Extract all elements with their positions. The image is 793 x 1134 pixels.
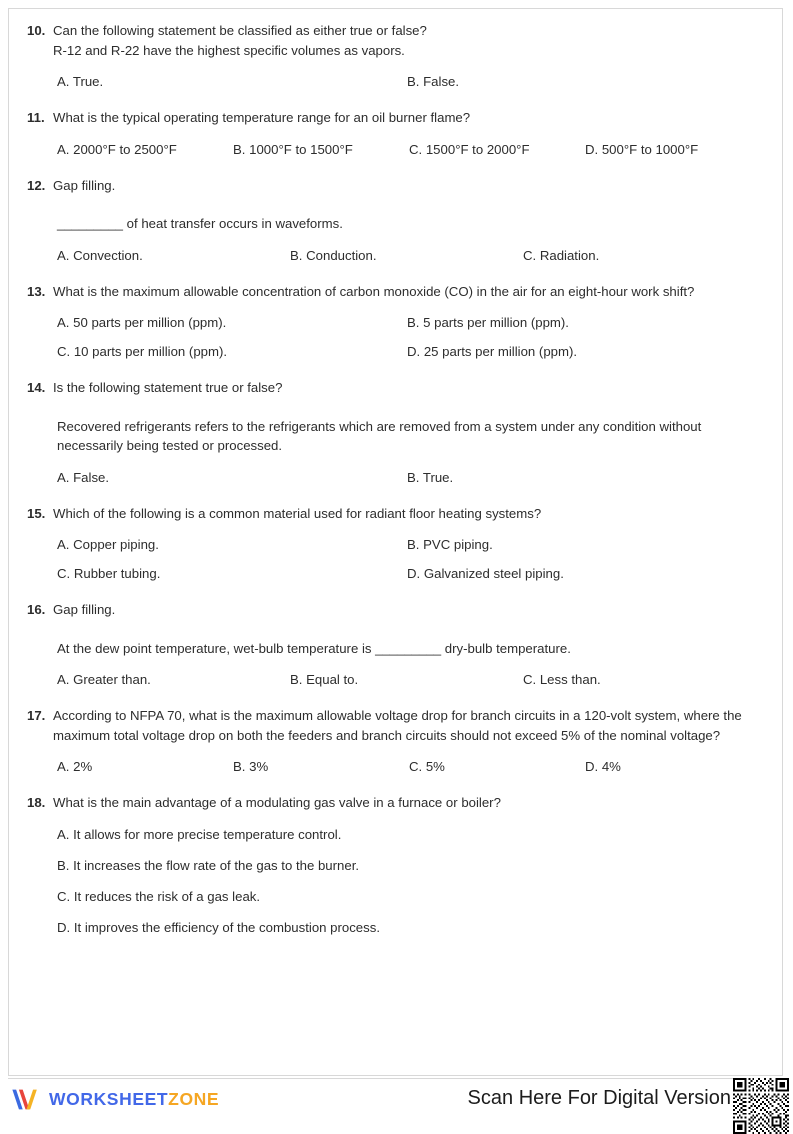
answer-option[interactable]: B. 5 parts per million (ppm). (407, 315, 569, 330)
question-number: 17. (27, 708, 46, 723)
answer-options (53, 757, 760, 776)
answer-option[interactable]: C. Rubber tubing. (57, 566, 161, 581)
answer-option[interactable]: A. Copper piping. (57, 537, 159, 552)
question-block (23, 600, 760, 689)
brand-worksheet-text: WORKSHEET (49, 1089, 169, 1110)
option-row (57, 670, 760, 689)
question-subtext: _________ of heat transfer occurs in waveforms. (57, 216, 343, 231)
answer-options (53, 313, 760, 361)
scan-here-label: Scan Here For Digital Version (467, 1087, 731, 1109)
answer-option[interactable]: C. It reduces the risk of a gas leak. (57, 888, 261, 904)
question-subtext: At the dew point temperature, wet-bulb temperature is _________ dry-bulb temperature. (57, 640, 571, 656)
question-body (53, 378, 760, 487)
question-block (23, 176, 760, 265)
question-number: 14. (27, 380, 46, 395)
question-body (53, 793, 760, 949)
answer-option[interactable]: C. 5% (409, 759, 445, 774)
answer-option[interactable]: A. 50 parts per million (ppm). (57, 315, 227, 330)
brand-zone-text: ZONE (168, 1089, 220, 1110)
worksheet-page (8, 8, 783, 1076)
question-number: 11. (27, 110, 45, 125)
option-row (57, 313, 760, 332)
question-body (53, 600, 760, 689)
answer-option[interactable]: C. Less than. (523, 672, 601, 687)
answer-options (53, 468, 760, 487)
question-list (9, 9, 782, 949)
question-block (23, 504, 760, 584)
footer-divider (8, 1078, 785, 1079)
answer-option[interactable]: B. PVC piping. (407, 537, 493, 552)
answer-option[interactable]: B. It increases the flow rate of the gas to the burner. (57, 857, 360, 873)
answer-option[interactable]: B. False. (407, 74, 460, 89)
question-subtext: Recovered refrigerants refers to the refrigerants which are removed from a system under any condition without necessarily being tested or processed. (57, 418, 702, 453)
option-row (57, 342, 760, 361)
option-row (57, 918, 760, 937)
answer-option[interactable]: B. Equal to. (290, 672, 359, 687)
question-block (23, 21, 760, 91)
question-body (53, 504, 760, 584)
question-number: 10. (27, 23, 46, 38)
answer-option[interactable]: A. True. (57, 74, 104, 89)
option-row (57, 246, 760, 265)
option-row (57, 564, 760, 583)
question-body (53, 176, 760, 265)
question-stem: Can the following statement be classified as either true or false? (53, 23, 427, 38)
answer-option[interactable]: B. Conduction. (290, 247, 377, 263)
question-body (53, 21, 760, 91)
answer-option[interactable]: D. It improves the efficiency of the combustion process. (57, 919, 380, 935)
question-block (23, 706, 760, 776)
answer-options (53, 670, 760, 689)
answer-options (53, 535, 760, 583)
answer-option[interactable]: A. Greater than. (57, 672, 151, 687)
answer-option[interactable]: A. 2000°F to 2500°F (57, 141, 177, 157)
answer-options (53, 72, 760, 91)
answer-option[interactable]: A. False. (57, 469, 110, 485)
answer-option[interactable]: B. True. (407, 469, 454, 485)
option-row (57, 856, 760, 875)
question-block (23, 378, 760, 487)
answer-option[interactable]: D. 4% (585, 759, 621, 774)
option-row (57, 72, 760, 91)
question-number: 13. (27, 283, 46, 299)
answer-option[interactable]: A. Convection. (57, 247, 143, 263)
answer-option[interactable]: C. Radiation. (523, 247, 600, 263)
brand-wordmark (49, 1091, 219, 1109)
question-stem: Which of the following is a common material used for radiant floor heating systems? (53, 505, 542, 521)
question-stem: According to NFPA 70, what is the maximum allowable voltage drop for branch circuits in a 120-volt system, where the maximum total voltage drop on both the feeders and branch circuits should not exceed 5% of the nominal voltage? (53, 708, 742, 743)
question-number: 16. (27, 602, 46, 617)
answer-option[interactable]: A. It allows for more precise temperature control. (57, 826, 342, 842)
question-body (53, 706, 760, 776)
answer-option[interactable]: B. 1000°F to 1500°F (233, 141, 353, 157)
answer-options (53, 825, 760, 937)
question-body (53, 282, 760, 362)
question-stem: What is the typical operating temperature range for an oil burner flame? (53, 110, 471, 125)
qr-code-icon[interactable] (733, 1078, 789, 1134)
question-number: 18. (27, 795, 46, 810)
question-block (23, 282, 760, 362)
answer-option[interactable]: D. Galvanized steel piping. (407, 566, 564, 581)
answer-options (53, 140, 760, 159)
question-stem: Is the following statement true or false? (53, 380, 283, 395)
option-row (57, 825, 760, 844)
option-row (57, 535, 760, 554)
option-row (57, 757, 760, 776)
brand-logo[interactable] (10, 1086, 219, 1114)
question-number: 15. (27, 505, 46, 521)
answer-option[interactable]: B. 3% (233, 759, 269, 774)
question-stem: Gap filling. (53, 602, 116, 617)
answer-option[interactable]: D. 25 parts per million (ppm). (407, 344, 578, 359)
answer-option[interactable]: A. 2% (57, 759, 93, 774)
question-stem-line2: R-12 and R-22 have the highest specific volumes as vapors. (53, 42, 405, 58)
question-block (23, 793, 760, 949)
question-stem: What is the main advantage of a modulating gas valve in a furnace or boiler? (53, 795, 501, 810)
answer-option[interactable]: C. 10 parts per million (ppm). (57, 344, 228, 359)
question-stem: Gap filling. (53, 177, 116, 193)
option-row (57, 140, 760, 159)
worksheet-zone-mark-icon (10, 1086, 42, 1114)
question-number: 12. (27, 177, 46, 193)
option-row (57, 468, 760, 487)
page-footer (0, 1078, 793, 1122)
answer-option[interactable]: D. 500°F to 1000°F (585, 141, 699, 157)
question-stem: What is the maximum allowable concentration of carbon monoxide (CO) in the air for an eight-hour work shift? (53, 283, 695, 299)
answer-option[interactable]: C. 1500°F to 2000°F (409, 141, 530, 157)
option-row (57, 887, 760, 906)
question-block (23, 108, 760, 159)
answer-options (53, 246, 760, 265)
question-body (53, 108, 760, 159)
